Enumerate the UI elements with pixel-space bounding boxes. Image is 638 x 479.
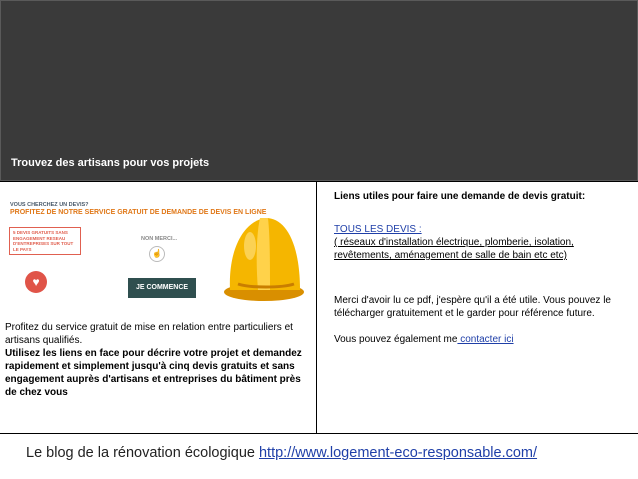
contact-link[interactable]: contacter ici xyxy=(457,334,514,345)
no-thanks-link[interactable]: NON MERCI... xyxy=(141,236,178,242)
left-description xyxy=(5,321,310,399)
footer-url-link[interactable]: http://www.logement-eco-responsable.com/ xyxy=(258,445,538,461)
promo-banner[interactable] xyxy=(4,194,310,314)
header-band xyxy=(0,0,638,181)
hard-hat-icon xyxy=(220,206,306,306)
all-quotes-link[interactable]: TOUS LES DEVIS : xyxy=(334,224,422,235)
promo-headline: PROFITEZ DE NOTRE SERVICE GRATUIT DE DEMANDE DE DEVIS EN LIGNE xyxy=(10,209,267,216)
left-intro: Profitez du service gratuit de mise en relation entre particuliers et artisans qualifiés. xyxy=(5,322,293,346)
heart-icon: ♥ xyxy=(25,271,47,293)
promo-offer-box: 5 DEVIS GRATUITS SANS ENGAGEMENT RESEAU D'ENTREPRISES SUR TOUT LE PAYS xyxy=(9,227,81,255)
column-divider xyxy=(316,181,317,434)
contact-prefix: Vous pouvez également me xyxy=(334,334,458,345)
thanks-text: Merci d'avoir lu ce pdf, j'espère qu'il a été utile. Vous pouvez le télécharger gratuitement et le garder pour référence future. xyxy=(334,295,611,319)
promo-question: VOUS CHERCHEZ UN DEVIS? xyxy=(10,202,89,208)
start-button[interactable]: JE COMMENCE xyxy=(128,278,196,298)
left-instructions: Utilisez les liens en face pour décrire votre projet et demandez rapidement et simplement jusqu'à cinq devis gratuits et sans engagement auprès d'artisans et entreprises du bâtiment près de chez vous xyxy=(5,348,302,398)
footer xyxy=(26,445,537,461)
footer-text: Le blog de la rénovation écologique xyxy=(26,445,259,461)
hand-tap-icon: ☝ xyxy=(149,246,165,262)
all-quotes-description[interactable]: ( réseaux d'installation électrique, plomberie, isolation, revêtements, aménagement de salle de bain etc etc) xyxy=(334,237,574,261)
header-title: Trouvez des artisans pour vos projets xyxy=(11,157,210,169)
right-column xyxy=(334,190,634,346)
links-heading: Liens utiles pour faire une demande de devis gratuit: xyxy=(334,191,586,202)
